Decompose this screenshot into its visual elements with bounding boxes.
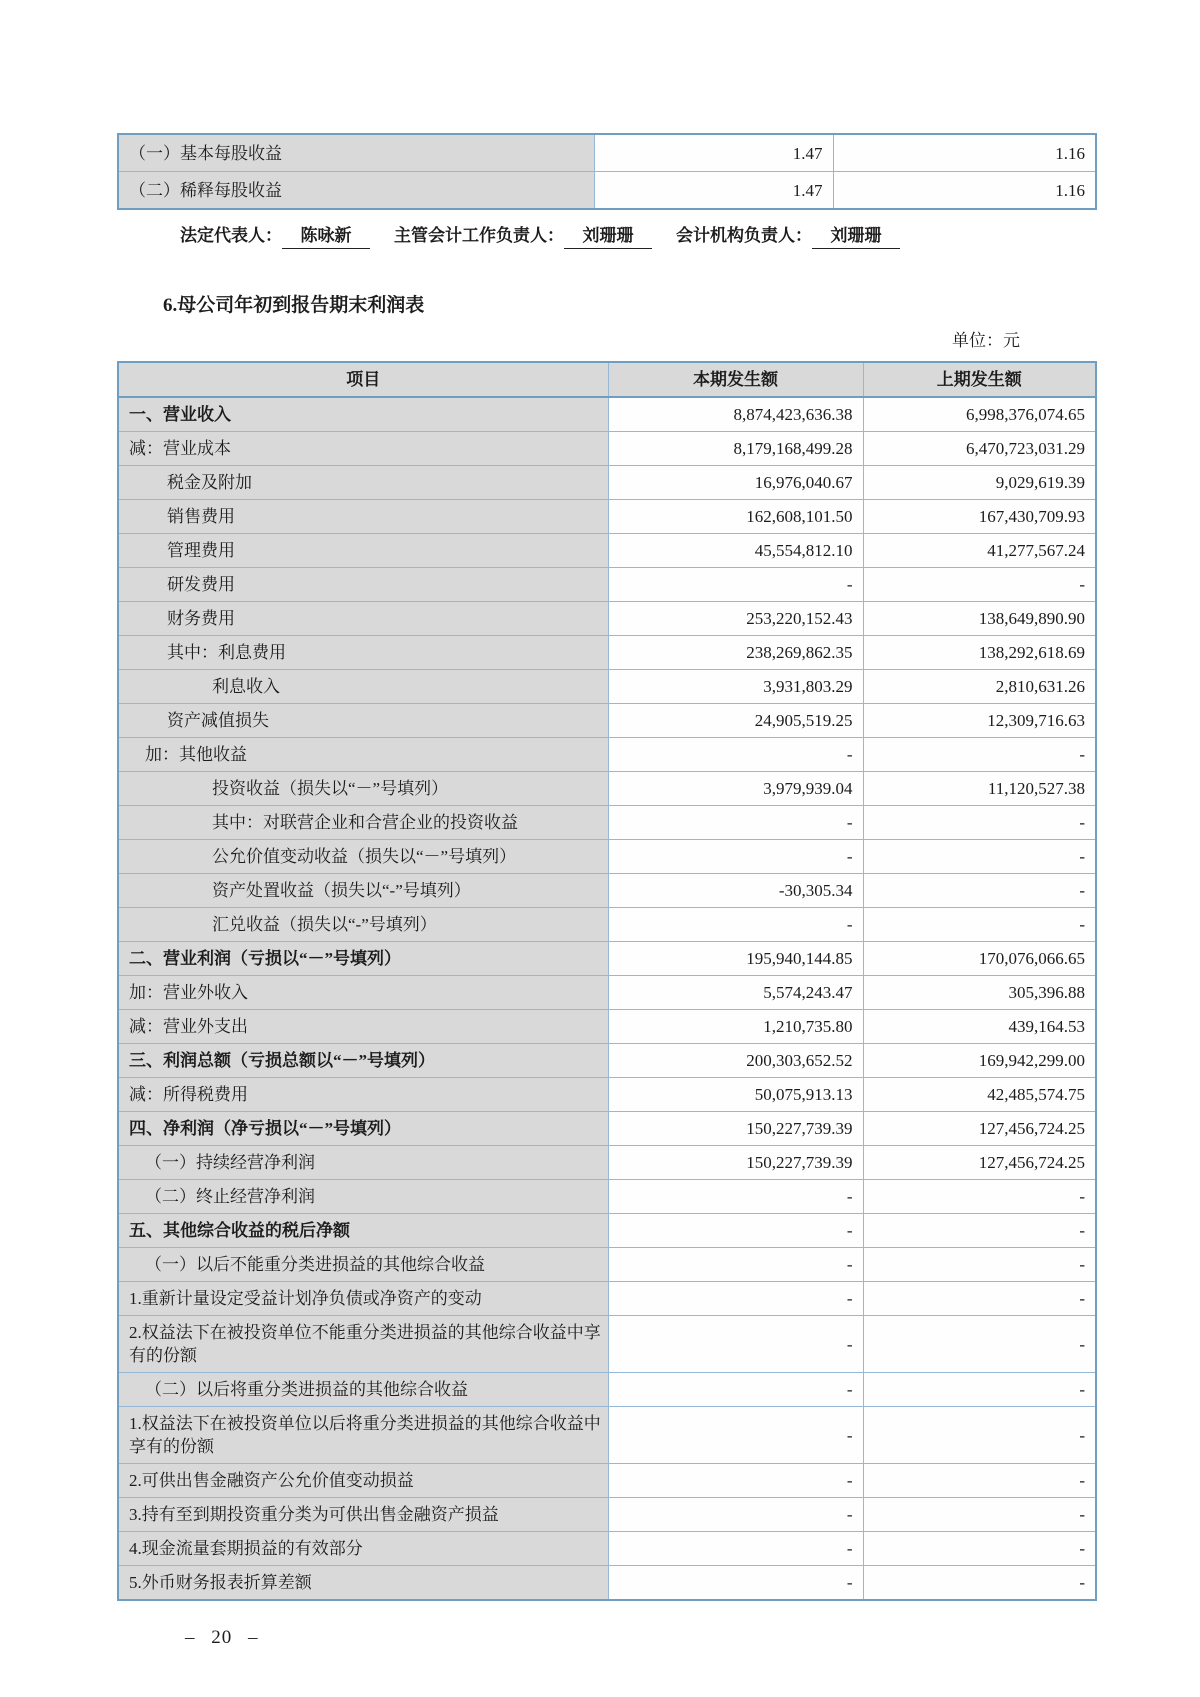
chief-accountant-name: 刘珊珊 xyxy=(564,224,652,249)
table-row xyxy=(118,1498,1096,1532)
table-row xyxy=(118,1316,1096,1373)
table-row xyxy=(118,1078,1096,1112)
table-row xyxy=(118,134,1096,172)
current-amount-cell: - xyxy=(608,840,863,874)
current-amount-cell: - xyxy=(608,568,863,602)
item-cell: 1.权益法下在被投资单位以后将重分类进损益的其他综合收益中享有的份额 xyxy=(118,1407,608,1464)
prior-amount-cell: 167,430,709.93 xyxy=(863,500,1096,534)
table-row xyxy=(118,942,1096,976)
current-amount-cell: - xyxy=(608,1464,863,1498)
current-amount-cell: - xyxy=(608,908,863,942)
item-cell: 减：营业外支出 xyxy=(118,1010,608,1044)
table-row xyxy=(118,1146,1096,1180)
prior-amount-cell: - xyxy=(863,1180,1096,1214)
prior-amount-cell: 42,485,574.75 xyxy=(863,1078,1096,1112)
prior-amount-cell: - xyxy=(863,1498,1096,1532)
prior-amount-cell: - xyxy=(863,1532,1096,1566)
table-row xyxy=(118,568,1096,602)
prior-amount-cell: 170,076,066.65 xyxy=(863,942,1096,976)
current-amount-cell: 1.47 xyxy=(594,134,833,172)
item-cell: 投资收益（损失以“－”号填列） xyxy=(118,772,608,806)
item-cell: 2.可供出售金融资产公允价值变动损益 xyxy=(118,1464,608,1498)
item-cell: 1.重新计量设定受益计划净负债或净资产的变动 xyxy=(118,1282,608,1316)
current-amount-cell: 8,179,168,499.28 xyxy=(608,432,863,466)
item-cell: （一）以后不能重分类进损益的其他综合收益 xyxy=(118,1248,608,1282)
table-row xyxy=(118,1112,1096,1146)
table-row xyxy=(118,1282,1096,1316)
current-amount-cell: - xyxy=(608,806,863,840)
table-row xyxy=(118,466,1096,500)
item-cell: 公允价值变动收益（损失以“－”号填列） xyxy=(118,840,608,874)
header-row xyxy=(118,362,1096,397)
table-row xyxy=(118,1464,1096,1498)
current-amount-cell: - xyxy=(608,1282,863,1316)
current-amount-cell: 1.47 xyxy=(594,172,833,210)
prior-amount-cell: 305,396.88 xyxy=(863,976,1096,1010)
table-row xyxy=(118,1373,1096,1407)
item-cell: 三、利润总额（亏损总额以“－”号填列） xyxy=(118,1044,608,1078)
current-amount-cell: 3,979,939.04 xyxy=(608,772,863,806)
prior-amount-cell: 138,292,618.69 xyxy=(863,636,1096,670)
table-row xyxy=(118,908,1096,942)
income-statement-table xyxy=(117,361,1097,1601)
item-cell: 减：所得税费用 xyxy=(118,1078,608,1112)
table-row xyxy=(118,874,1096,908)
table-row xyxy=(118,602,1096,636)
current-amount-cell: 200,303,652.52 xyxy=(608,1044,863,1078)
item-cell: （二）稀释每股收益 xyxy=(118,172,594,210)
item-cell: 汇兑收益（损失以“-”号填列） xyxy=(118,908,608,942)
unit-label: 单位：元 xyxy=(952,331,1020,350)
item-cell: （二）终止经营净利润 xyxy=(118,1180,608,1214)
column-header-current-period: 本期发生额 xyxy=(608,362,863,397)
table-row xyxy=(118,1532,1096,1566)
item-cell: 四、净利润（净亏损以“－”号填列） xyxy=(118,1112,608,1146)
prior-amount-cell: 439,164.53 xyxy=(863,1010,1096,1044)
table-row xyxy=(118,1214,1096,1248)
table-row xyxy=(118,172,1096,210)
item-cell: 五、其他综合收益的税后净额 xyxy=(118,1214,608,1248)
table-row xyxy=(118,1407,1096,1464)
signature-line xyxy=(180,224,1200,249)
item-cell: 其中：对联营企业和合营企业的投资收益 xyxy=(118,806,608,840)
current-amount-cell: 5,574,243.47 xyxy=(608,976,863,1010)
table-row xyxy=(118,1566,1096,1601)
current-amount-cell: - xyxy=(608,738,863,772)
current-amount-cell: 238,269,862.35 xyxy=(608,636,863,670)
item-cell: 二、营业利润（亏损以“－”号填列） xyxy=(118,942,608,976)
item-cell: 销售费用 xyxy=(118,500,608,534)
current-amount-cell: 50,075,913.13 xyxy=(608,1078,863,1112)
item-cell: 加：营业外收入 xyxy=(118,976,608,1010)
prior-amount-cell: - xyxy=(863,1248,1096,1282)
prior-amount-cell: - xyxy=(863,1407,1096,1464)
item-cell: 其中：利息费用 xyxy=(118,636,608,670)
table-row xyxy=(118,534,1096,568)
page-number: – 20 – xyxy=(185,1627,259,1648)
prior-amount-cell: - xyxy=(863,908,1096,942)
prior-amount-cell: - xyxy=(863,1373,1096,1407)
current-amount-cell: - xyxy=(608,1214,863,1248)
column-header-item: 项目 xyxy=(118,362,608,397)
prior-amount-cell: - xyxy=(863,738,1096,772)
eps-table xyxy=(117,133,1097,210)
item-cell: 4.现金流量套期损益的有效部分 xyxy=(118,1532,608,1566)
current-amount-cell: 24,905,519.25 xyxy=(608,704,863,738)
prior-amount-cell: 41,277,567.24 xyxy=(863,534,1096,568)
current-amount-cell: - xyxy=(608,1407,863,1464)
table-row xyxy=(118,772,1096,806)
item-cell: 管理费用 xyxy=(118,534,608,568)
prior-amount-cell: - xyxy=(863,1214,1096,1248)
accounting-dept-head-label: 会计机构负责人： xyxy=(676,226,812,245)
item-cell: 3.持有至到期投资重分类为可供出售金融资产损益 xyxy=(118,1498,608,1532)
item-cell: 利息收入 xyxy=(118,670,608,704)
legal-representative-label: 法定代表人： xyxy=(180,226,282,245)
table-row xyxy=(118,1044,1096,1078)
current-amount-cell: 3,931,803.29 xyxy=(608,670,863,704)
current-amount-cell: 195,940,144.85 xyxy=(608,942,863,976)
prior-amount-cell: - xyxy=(863,806,1096,840)
prior-amount-cell: 127,456,724.25 xyxy=(863,1112,1096,1146)
prior-amount-cell: - xyxy=(863,1464,1096,1498)
prior-amount-cell: - xyxy=(863,840,1096,874)
current-amount-cell: 1,210,735.80 xyxy=(608,1010,863,1044)
prior-amount-cell: - xyxy=(863,874,1096,908)
prior-amount-cell: 12,309,716.63 xyxy=(863,704,1096,738)
current-amount-cell: - xyxy=(608,1532,863,1566)
item-cell: 2.权益法下在被投资单位不能重分类进损益的其他综合收益中享有的份额 xyxy=(118,1316,608,1373)
current-amount-cell: - xyxy=(608,1498,863,1532)
current-amount-cell: - xyxy=(608,1373,863,1407)
item-cell: 一、营业收入 xyxy=(118,397,608,432)
item-cell: 税金及附加 xyxy=(118,466,608,500)
table-row xyxy=(118,1248,1096,1282)
table-row xyxy=(118,806,1096,840)
table-row xyxy=(118,397,1096,432)
table-row xyxy=(118,976,1096,1010)
table-row xyxy=(118,670,1096,704)
table-row xyxy=(118,840,1096,874)
item-cell: 研发费用 xyxy=(118,568,608,602)
current-amount-cell: 8,874,423,636.38 xyxy=(608,397,863,432)
accounting-dept-head-name: 刘珊珊 xyxy=(812,224,900,249)
item-cell: 减：营业成本 xyxy=(118,432,608,466)
table-row xyxy=(118,1180,1096,1214)
prior-amount-cell: 11,120,527.38 xyxy=(863,772,1096,806)
table-row xyxy=(118,1010,1096,1044)
prior-amount-cell: 9,029,619.39 xyxy=(863,466,1096,500)
current-amount-cell: - xyxy=(608,1316,863,1373)
table-row xyxy=(118,432,1096,466)
legal-representative-name: 陈咏新 xyxy=(282,224,370,249)
column-header-prior-period: 上期发生额 xyxy=(863,362,1096,397)
current-amount-cell: 253,220,152.43 xyxy=(608,602,863,636)
prior-amount-cell: - xyxy=(863,568,1096,602)
prior-amount-cell: 127,456,724.25 xyxy=(863,1146,1096,1180)
current-amount-cell: - xyxy=(608,1566,863,1601)
prior-amount-cell: 1.16 xyxy=(833,134,1096,172)
item-cell: （一）持续经营净利润 xyxy=(118,1146,608,1180)
item-cell: 财务费用 xyxy=(118,602,608,636)
current-amount-cell: 150,227,739.39 xyxy=(608,1146,863,1180)
prior-amount-cell: 1.16 xyxy=(833,172,1096,210)
item-cell: 资产处置收益（损失以“-”号填列） xyxy=(118,874,608,908)
current-amount-cell: - xyxy=(608,1248,863,1282)
prior-amount-cell: 6,470,723,031.29 xyxy=(863,432,1096,466)
prior-amount-cell: - xyxy=(863,1282,1096,1316)
table-row xyxy=(118,500,1096,534)
item-cell: 加：其他收益 xyxy=(118,738,608,772)
current-amount-cell: -30,305.34 xyxy=(608,874,863,908)
prior-amount-cell: - xyxy=(863,1316,1096,1373)
prior-amount-cell: - xyxy=(863,1566,1096,1601)
income-table-body xyxy=(118,397,1096,1600)
item-cell: （二）以后将重分类进损益的其他综合收益 xyxy=(118,1373,608,1407)
item-cell: 5.外币财务报表折算差额 xyxy=(118,1566,608,1601)
table-row xyxy=(118,636,1096,670)
table-row xyxy=(118,738,1096,772)
current-amount-cell: 45,554,812.10 xyxy=(608,534,863,568)
item-cell: 资产减值损失 xyxy=(118,704,608,738)
current-amount-cell: 162,608,101.50 xyxy=(608,500,863,534)
item-cell: （一）基本每股收益 xyxy=(118,134,594,172)
current-amount-cell: - xyxy=(608,1180,863,1214)
table-row xyxy=(118,704,1096,738)
prior-amount-cell: 2,810,631.26 xyxy=(863,670,1096,704)
prior-amount-cell: 169,942,299.00 xyxy=(863,1044,1096,1078)
eps-table-body xyxy=(118,134,1096,209)
section-title: 6.母公司年初到报告期末利润表 xyxy=(163,295,425,316)
current-amount-cell: 150,227,739.39 xyxy=(608,1112,863,1146)
current-amount-cell: 16,976,040.67 xyxy=(608,466,863,500)
prior-amount-cell: 6,998,376,074.65 xyxy=(863,397,1096,432)
chief-accountant-label: 主管会计工作负责人： xyxy=(394,226,564,245)
prior-amount-cell: 138,649,890.90 xyxy=(863,602,1096,636)
